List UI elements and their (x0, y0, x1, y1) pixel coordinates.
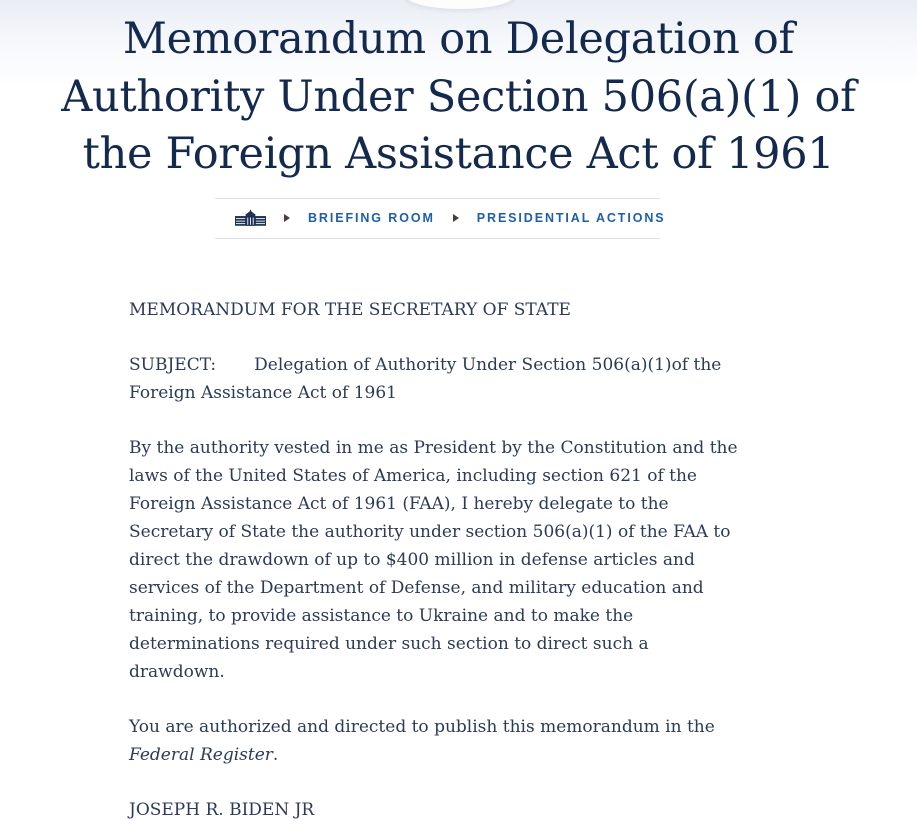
memo-content (129, 296, 747, 824)
chevron-right-icon (284, 214, 290, 222)
chevron-right-icon (453, 214, 459, 222)
memo-body-paragraph: By the authority vested in me as President by the Constitution and the laws of the United States of America, including section 621 of the Foreign Assistance Act of 1961 (FAA), I hereby delegate to the Secretary of State the authority under section 506(a)(1) of the FAA to direct the drawdown of up to $400 million in defense articles and services of the Department of Defense, and military education and training, to provide assistance to Ukraine and to make the determinations required under such section to direct such a drawdown. (129, 437, 738, 682)
breadcrumb (215, 198, 666, 239)
memo-subject-line (129, 351, 747, 407)
publish-period: . (272, 744, 279, 765)
white-house-icon (235, 210, 266, 227)
page-title-line: Authority Under Section 506(a)(1) of (61, 71, 856, 122)
publish-text: You are authorized and directed to publish this memorandum in the (129, 716, 715, 737)
page-title (0, 0, 917, 184)
breadcrumb-presidential-actions[interactable]: PRESIDENTIAL ACTIONS (476, 211, 666, 225)
publish-italic-federal-register: Federal Register (129, 744, 273, 765)
breadcrumb-briefing-room[interactable]: BRIEFING ROOM (308, 211, 435, 225)
subject-label: SUBJECT: (129, 354, 217, 375)
page-title-line: Memorandum on Delegation of (122, 14, 795, 64)
white-house-home-link[interactable] (235, 210, 266, 227)
page-title-line: the Foreign Assistance Act of 1961 (82, 129, 835, 179)
memo-addressee: MEMORANDUM FOR THE SECRETARY OF STATE (129, 299, 571, 320)
memo-signature: JOSEPH R. BIDEN JR (129, 799, 315, 820)
subject-text: Delegation of Authority Under Section 506(a)(1)of the Foreign Assistance Act of 1961 (129, 354, 722, 403)
memo-publish-paragraph (129, 713, 747, 769)
